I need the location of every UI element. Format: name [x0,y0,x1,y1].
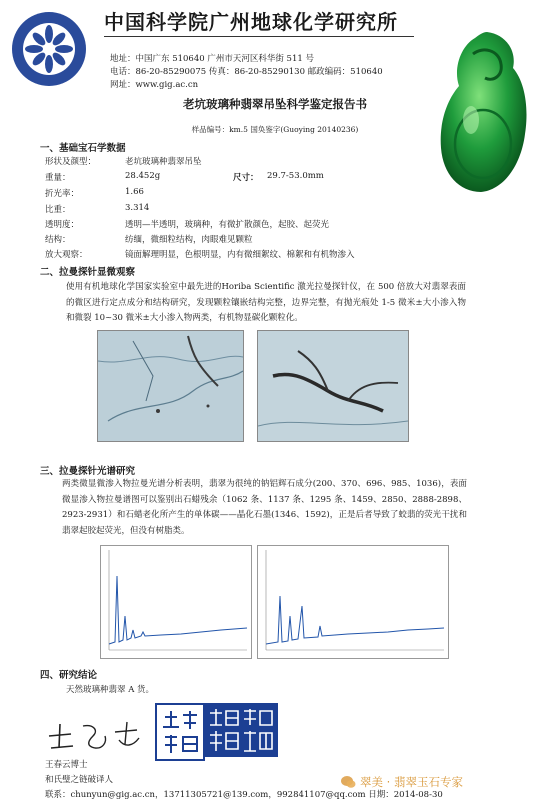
raman-spectrum-left [100,545,252,659]
wechat-icon [340,774,356,790]
data-row-transparency [45,218,465,232]
data-row-ri [45,187,425,201]
report-title: 老坑玻璃种翡翠吊坠科学鉴定报告书 [183,97,367,111]
section-spectra-heading: 三、拉曼探针光谱研究 [40,466,136,477]
data-row-weight [45,171,425,185]
row-value: 镜面解理明显，色根明显，内有微细絮纹、棉絮和有机物渗入 [125,250,355,260]
watermark-text: 翠美 · 翡翠玉石专家 [360,775,463,789]
row-key: 比重： [45,205,71,215]
row-key: 形状及颜型： [45,157,97,167]
size-value: 29.7-53.0mm [267,171,324,181]
address-line: 地址：中国广东 510640 广州市天河区科华街 511 号 [110,54,314,64]
row-value: 3.314 [125,203,150,213]
signer-note: 和氏璧之链破译人 [45,775,114,785]
data-row-magnification [45,248,505,262]
cas-logo [10,10,88,88]
data-row-shape [45,155,425,169]
phone-fax-line: 电话：86-20-85290075 传真：86-20-85290130 邮政编码：510640 [110,67,383,77]
row-value: 28.452g [125,171,161,181]
row-key: 折光率： [45,189,80,199]
raman-spectrum-right [257,545,449,659]
data-row-structure [45,233,465,247]
contact-line: 联系：chunyun@gig.ac.cn，13711305721@139.com，992841107@qq.com 日期：2014-08-30 [45,790,443,800]
size-key: 尺寸： [233,173,259,183]
handwritten-signature [45,718,145,752]
seal-stamp-right [204,703,278,757]
row-key: 放大观察： [45,250,88,260]
seal-stamp-left [155,703,205,761]
section-conclusion-heading: 四、研究结论 [40,670,98,681]
row-value: 1.66 [125,187,144,197]
micrograph-right [257,330,409,442]
row-value: 老坑玻璃种翡翠吊坠 [125,157,202,167]
signer-name: 王春云博士 [45,760,88,770]
section-basic-heading: 一、基础宝石学数据 [40,143,126,154]
header-divider [104,36,414,37]
website-line: 网址：www.gig.ac.cn [110,80,199,90]
data-row-sg [45,203,425,217]
section-microscope-heading: 二、拉曼探针显微观察 [40,267,136,278]
micrograph-left [97,330,244,442]
institute-title: 中国科学院广州地球化学研究所 [104,10,398,34]
row-value: 纺缅，微细粒结构，肉眼难见颗粒 [125,235,253,245]
conclusion-text: 天然玻璃种翡翠 A 货。 [66,685,155,695]
wechat-watermark [340,770,550,794]
spectra-paragraph: 两类微显微渗入物拉曼光谱分析表明，翡翠为很纯的钠铝辉石成分(200、370、696、985、1036)，表面微显渗入物拉曼谱图可以鉴别出石蜡残余（1062 条、1137 条、1295 条、1459、2850、2888-2898、2923-2931）和石蜡老化所产生的单体碳——晶化石墨(1346、1592)，正是后者导致了蛟翡的荧光干扰和翡翠起胶起荧光，但没有树脂类。 [62,479,467,536]
microscope-paragraph: 使用有机地球化学国家实验室中最先进的Horiba Scientific 激光拉曼探针仪，在 500 倍放大对翡翠表面的微区进行定点成分和结构研究，发现颗粒镶嵌结构完整，边界完整，有抛光痕处 1-5 微米±大小渗入物和微裂 10~30 微米±大小渗入物两类，有机物显碳化颗粒化。 [66,282,466,323]
sample-number: 样品编号：km.5 国奂鉴字(Guoying 20140236) [191,125,359,134]
row-key: 结构： [45,235,71,245]
row-value: 透明—半透明，玻璃种，有微扩散颜色，起胶、起荧光 [125,220,330,230]
row-key: 透明度： [45,220,80,230]
row-key: 重量： [45,173,71,183]
